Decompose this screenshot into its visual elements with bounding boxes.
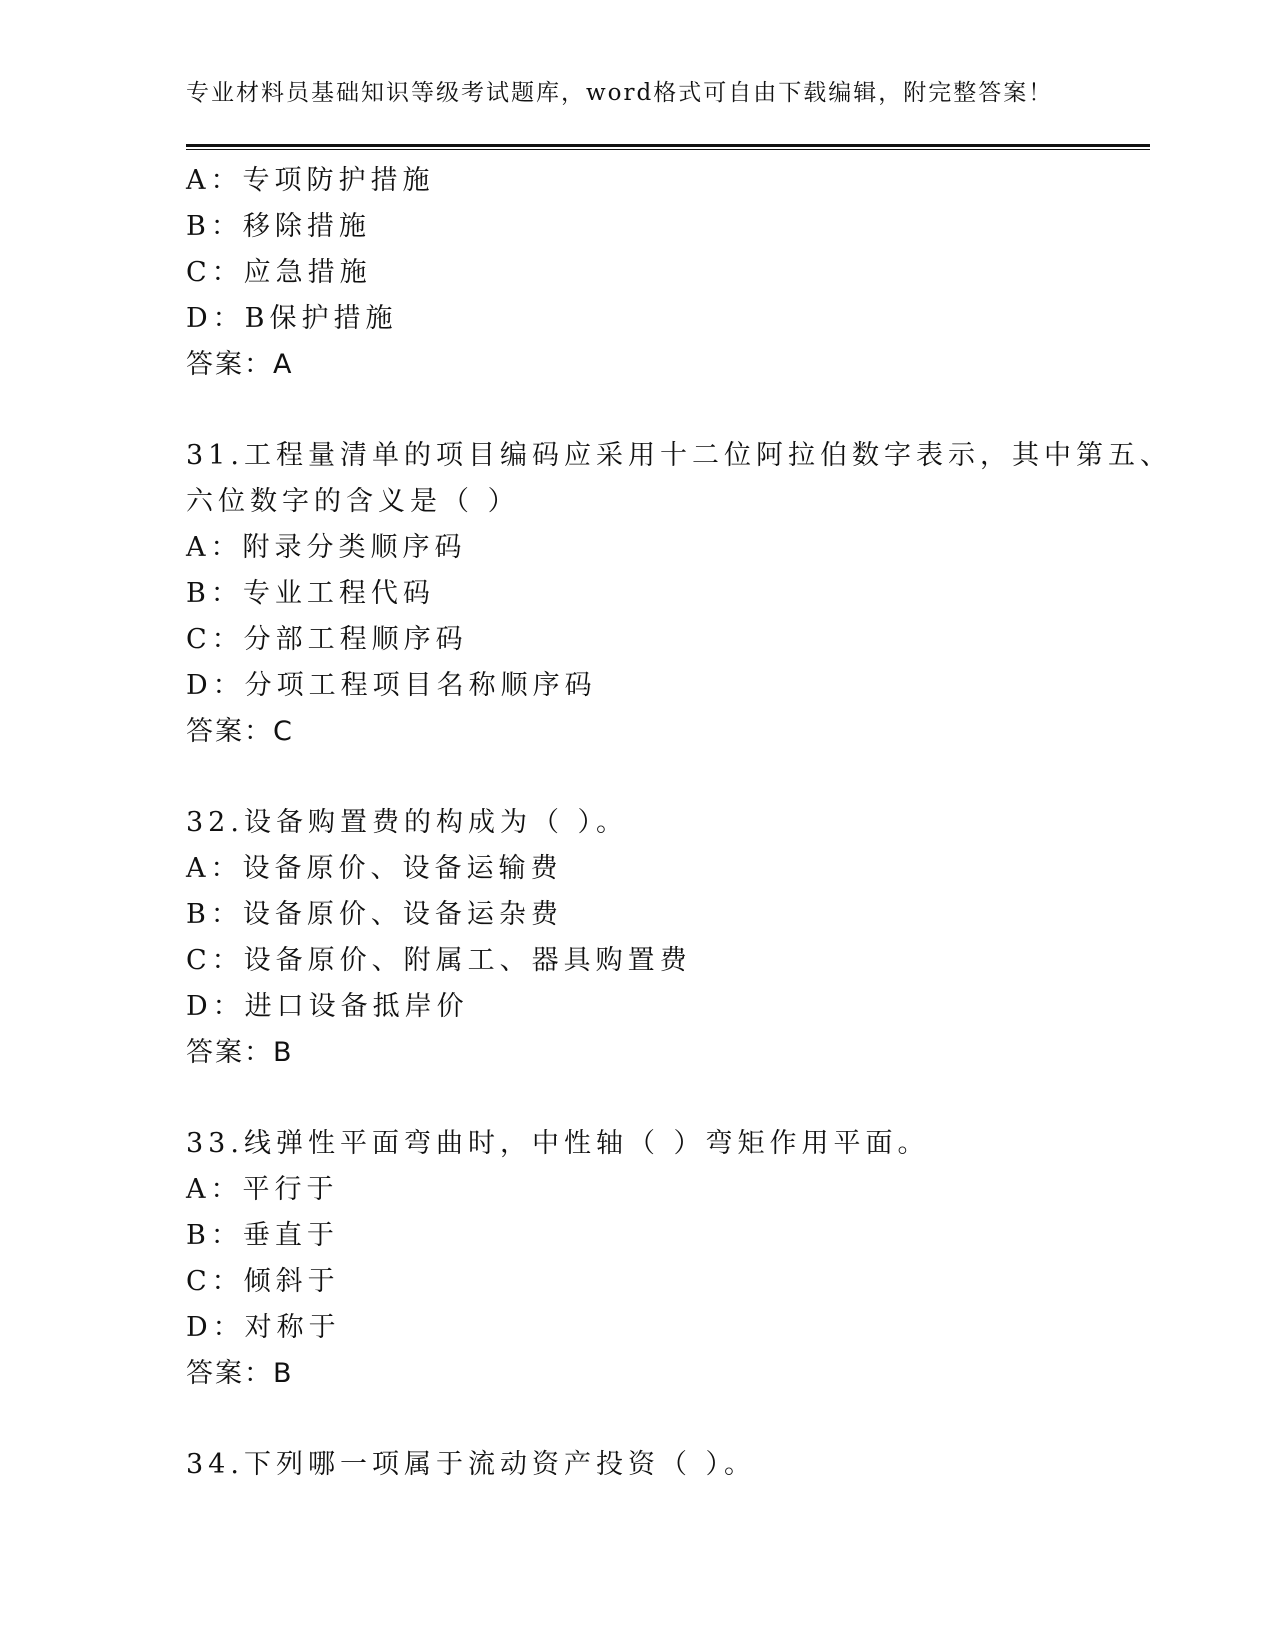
spacer: [186, 1076, 1150, 1121]
answer-text: 答案：B: [186, 1358, 294, 1389]
spacer: [186, 755, 1150, 800]
answer-line: [186, 1351, 1150, 1397]
spacer: [186, 1397, 1150, 1442]
answer-line: [186, 709, 1150, 755]
option-a: A：专项防护措施: [186, 165, 435, 196]
option-d: D：进口设备抵岸价: [186, 991, 469, 1022]
question-34: [186, 1442, 1150, 1488]
page-header: 专业材料员基础知识等级考试题库，word格式可自由下载编辑，附完整答案！: [186, 80, 1054, 106]
option-a: A：设备原价、设备运输费: [186, 853, 563, 884]
spacer: [186, 388, 1150, 433]
question-33: [186, 1121, 1150, 1397]
answer-text: 答案：B: [186, 1037, 294, 1068]
prev-question-block: [186, 158, 1150, 388]
question-31: [186, 433, 1172, 755]
question-stem: 32.设备购置费的构成为（ ）。: [186, 807, 629, 838]
option-c: C：分部工程顺序码: [186, 624, 468, 655]
question-stem: 31.工程量清单的项目编码应采用十二位阿拉伯数字表示，其中第五、: [186, 440, 1172, 471]
option-c: C：应急措施: [186, 257, 372, 288]
option-b: B：专业工程代码: [186, 578, 435, 609]
question-stem: 33.线弹性平面弯曲时，中性轴（ ）弯矩作用平面。: [186, 1128, 930, 1159]
answer-text: 答案：A: [186, 349, 294, 380]
option-b: B：移除措施: [186, 211, 371, 242]
option-b: B：垂直于: [186, 1220, 339, 1251]
header-rule-thin: [186, 149, 1150, 150]
header-rule-thick: [186, 144, 1150, 147]
answer-line: [186, 342, 1150, 388]
answer-line: [186, 1030, 1150, 1076]
option-c: C：设备原价、附属工、器具购置费: [186, 945, 692, 976]
question-stem-cont: 六位数字的含义是（ ）: [186, 486, 520, 517]
option-a: A：平行于: [186, 1174, 339, 1205]
question-content: [186, 158, 1172, 1488]
option-d: D：对称于: [186, 1312, 341, 1343]
option-c: C：倾斜于: [186, 1266, 340, 1297]
option-d: D：B保护措施: [186, 303, 398, 334]
question-stem: 34.下列哪一项属于流动资产投资（ ）。: [186, 1449, 757, 1480]
option-d: D：分项工程项目名称顺序码: [186, 670, 597, 701]
option-b: B：设备原价、设备运杂费: [186, 899, 563, 930]
answer-text: 答案：C: [186, 716, 294, 747]
question-32: [186, 800, 1150, 1076]
option-a: A：附录分类顺序码: [186, 532, 467, 563]
